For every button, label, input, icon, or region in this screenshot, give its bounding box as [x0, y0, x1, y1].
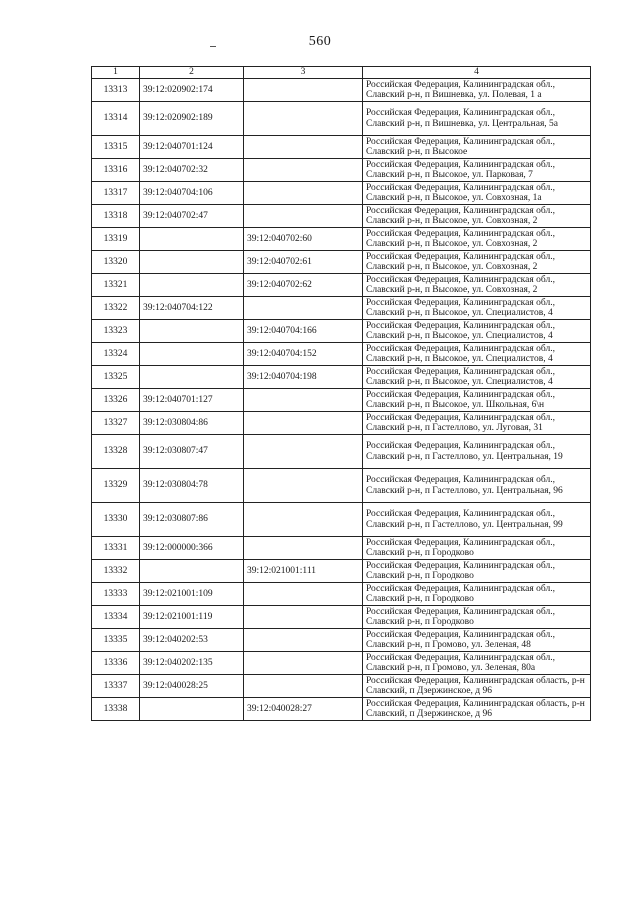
page-number: 560: [308, 34, 332, 49]
address-cell: Российская Федерация, Калининградская обл., Славский р-н, п Высокое: [363, 136, 591, 159]
cadastral-number-cell: [140, 251, 244, 274]
address-cell: Российская Федерация, Калининградская обл., Славский р-н, п Высокое, ул. Школьная, 6\н: [363, 389, 591, 412]
related-cadastral-number-cell: [244, 629, 363, 652]
cadastral-number-cell: [140, 320, 244, 343]
address-cell: Российская Федерация, Калининградская область, р-н Славский, п Дзержинское, д 96: [363, 698, 591, 721]
cadastral-number-cell: [140, 228, 244, 251]
table-row: [92, 412, 591, 435]
address-cell: Российская Федерация, Калининградская обл., Славский р-н, п Высокое, ул. Парковая, 7: [363, 159, 591, 182]
row-number-cell: 13314: [92, 102, 140, 136]
cadastral-number-cell: 39:12:040202:53: [140, 629, 244, 652]
scan-mark: [210, 46, 216, 47]
column-number-row: [92, 67, 591, 79]
cadastral-number-cell: [140, 274, 244, 297]
address-cell: Российская Федерация, Калининградская обл., Славский р-н, п Городково: [363, 583, 591, 606]
row-number-cell: 13328: [92, 435, 140, 469]
column-header-4: 4: [363, 67, 591, 79]
table-row: [92, 698, 591, 721]
related-cadastral-number-cell: 39:12:040702:62: [244, 274, 363, 297]
address-cell: Российская Федерация, Калининградская обл., Славский р-н, п Гастеллово, ул. Центральная, 96: [363, 469, 591, 503]
address-cell: Российская Федерация, Калининградская обл., Славский р-н, п Гастеллово, ул. Центральная, 19: [363, 435, 591, 469]
row-number-cell: 13317: [92, 182, 140, 205]
column-header-1: 1: [92, 67, 140, 79]
address-cell: Российская Федерация, Калининградская обл., Славский р-н, п Высокое, ул. Специалистов, 4: [363, 366, 591, 389]
row-number-cell: 13336: [92, 652, 140, 675]
row-number-cell: 13330: [92, 503, 140, 537]
cadastral-number-cell: [140, 343, 244, 366]
address-cell: Российская Федерация, Калининградская обл., Славский р-н, п Городково: [363, 537, 591, 560]
address-cell: Российская Федерация, Калининградская обл., Славский р-н, п Высокое, ул. Совхозная, 2: [363, 274, 591, 297]
cadastral-number-cell: 39:12:030807:86: [140, 503, 244, 537]
table-row: [92, 102, 591, 136]
cadastral-registry-table: [91, 66, 591, 721]
address-cell: Российская Федерация, Калининградская обл., Славский р-н, п Высокое, ул. Совхозная, 2: [363, 205, 591, 228]
related-cadastral-number-cell: [244, 159, 363, 182]
related-cadastral-number-cell: [244, 675, 363, 698]
related-cadastral-number-cell: [244, 583, 363, 606]
table-row: [92, 159, 591, 182]
row-number-cell: 13315: [92, 136, 140, 159]
cadastral-number-cell: 39:12:040028:25: [140, 675, 244, 698]
cadastral-number-cell: 39:12:040702:47: [140, 205, 244, 228]
row-number-cell: 13323: [92, 320, 140, 343]
row-number-cell: 13333: [92, 583, 140, 606]
address-cell: Российская Федерация, Калининградская область, р-н Славский, п Дзержинское, д 96: [363, 675, 591, 698]
row-number-cell: 13335: [92, 629, 140, 652]
table-row: [92, 136, 591, 159]
cadastral-number-cell: [140, 560, 244, 583]
address-cell: Российская Федерация, Калининградская обл., Славский р-н, п Громово, ул. Зеленая, 48: [363, 629, 591, 652]
related-cadastral-number-cell: [244, 389, 363, 412]
related-cadastral-number-cell: [244, 652, 363, 675]
table-row: [92, 228, 591, 251]
address-cell: Российская Федерация, Калининградская обл., Славский р-н, п Высокое, ул. Совхозная, 2: [363, 228, 591, 251]
related-cadastral-number-cell: [244, 412, 363, 435]
row-number-cell: 13324: [92, 343, 140, 366]
cadastral-number-cell: 39:12:040701:127: [140, 389, 244, 412]
address-cell: Российская Федерация, Калининградская обл., Славский р-н, п Высокое, ул. Совхозная, 1а: [363, 182, 591, 205]
row-number-cell: 13334: [92, 606, 140, 629]
table-row: [92, 560, 591, 583]
table-row: [92, 675, 591, 698]
related-cadastral-number-cell: 39:12:040704:152: [244, 343, 363, 366]
address-cell: Российская Федерация, Калининградская обл., Славский р-н, п Высокое, ул. Специалистов, 4: [363, 320, 591, 343]
related-cadastral-number-cell: [244, 205, 363, 228]
table-row: [92, 629, 591, 652]
table-row: [92, 583, 591, 606]
table-row: [92, 79, 591, 102]
cadastral-number-cell: 39:12:040702:32: [140, 159, 244, 182]
related-cadastral-number-cell: [244, 469, 363, 503]
row-number-cell: 13320: [92, 251, 140, 274]
address-cell: Российская Федерация, Калининградская обл., Славский р-н, п Городково: [363, 606, 591, 629]
address-cell: Российская Федерация, Калининградская обл., Славский р-н, п Высокое, ул. Специалистов, 4: [363, 343, 591, 366]
cadastral-number-cell: 39:12:020902:174: [140, 79, 244, 102]
related-cadastral-number-cell: 39:12:021001:111: [244, 560, 363, 583]
related-cadastral-number-cell: [244, 435, 363, 469]
row-number-cell: 13316: [92, 159, 140, 182]
cadastral-number-cell: 39:12:040704:122: [140, 297, 244, 320]
address-cell: Российская Федерация, Калининградская обл., Славский р-н, п Гастеллово, ул. Луговая, 31: [363, 412, 591, 435]
cadastral-number-cell: 39:12:021001:119: [140, 606, 244, 629]
row-number-cell: 13321: [92, 274, 140, 297]
address-cell: Российская Федерация, Калининградская обл., Славский р-н, п Громово, ул. Зеленая, 80а: [363, 652, 591, 675]
row-number-cell: 13326: [92, 389, 140, 412]
row-number-cell: 13318: [92, 205, 140, 228]
row-number-cell: 13325: [92, 366, 140, 389]
table-row: [92, 320, 591, 343]
table-row: [92, 389, 591, 412]
table-row: [92, 274, 591, 297]
address-cell: Российская Федерация, Калининградская обл., Славский р-н, п Городково: [363, 560, 591, 583]
row-number-cell: 13337: [92, 675, 140, 698]
cadastral-number-cell: 39:12:000000:366: [140, 537, 244, 560]
address-cell: Российская Федерация, Калининградская обл., Славский р-н, п Высокое, ул. Специалистов, 4: [363, 297, 591, 320]
table-row: [92, 537, 591, 560]
cadastral-number-cell: 39:12:021001:109: [140, 583, 244, 606]
cadastral-number-cell: 39:12:020902:189: [140, 102, 244, 136]
table-row: [92, 469, 591, 503]
related-cadastral-number-cell: [244, 182, 363, 205]
related-cadastral-number-cell: [244, 503, 363, 537]
table-row: [92, 343, 591, 366]
table-row: [92, 503, 591, 537]
related-cadastral-number-cell: 39:12:040028:27: [244, 698, 363, 721]
row-number-cell: 13332: [92, 560, 140, 583]
related-cadastral-number-cell: [244, 606, 363, 629]
related-cadastral-number-cell: 39:12:040704:198: [244, 366, 363, 389]
column-header-2: 2: [140, 67, 244, 79]
table-row: [92, 182, 591, 205]
related-cadastral-number-cell: [244, 102, 363, 136]
row-number-cell: 13319: [92, 228, 140, 251]
cadastral-number-cell: 39:12:040701:124: [140, 136, 244, 159]
cadastral-number-cell: 39:12:040704:106: [140, 182, 244, 205]
address-cell: Российская Федерация, Калининградская обл., Славский р-н, п Вишневка, ул. Центральная, 5а: [363, 102, 591, 136]
related-cadastral-number-cell: [244, 136, 363, 159]
row-number-cell: 13327: [92, 412, 140, 435]
cadastral-number-cell: [140, 698, 244, 721]
column-header-3: 3: [244, 67, 363, 79]
address-cell: Российская Федерация, Калининградская обл., Славский р-н, п Высокое, ул. Совхозная, 2: [363, 251, 591, 274]
related-cadastral-number-cell: 39:12:040702:61: [244, 251, 363, 274]
table-row: [92, 435, 591, 469]
address-cell: Российская Федерация, Калининградская обл., Славский р-н, п Гастеллово, ул. Центральная, 99: [363, 503, 591, 537]
table-row: [92, 251, 591, 274]
cadastral-number-cell: 39:12:030807:47: [140, 435, 244, 469]
table-row: [92, 606, 591, 629]
row-number-cell: 13322: [92, 297, 140, 320]
cadastral-number-cell: 39:12:030804:86: [140, 412, 244, 435]
related-cadastral-number-cell: 39:12:040704:166: [244, 320, 363, 343]
related-cadastral-number-cell: [244, 537, 363, 560]
row-number-cell: 13338: [92, 698, 140, 721]
row-number-cell: 13313: [92, 79, 140, 102]
table-row: [92, 652, 591, 675]
table-row: [92, 366, 591, 389]
table-row: [92, 205, 591, 228]
cadastral-number-cell: 39:12:030804:78: [140, 469, 244, 503]
row-number-cell: 13329: [92, 469, 140, 503]
cadastral-number-cell: 39:12:040202:135: [140, 652, 244, 675]
table-row: [92, 297, 591, 320]
related-cadastral-number-cell: [244, 297, 363, 320]
related-cadastral-number-cell: 39:12:040702:60: [244, 228, 363, 251]
cadastral-number-cell: [140, 366, 244, 389]
related-cadastral-number-cell: [244, 79, 363, 102]
row-number-cell: 13331: [92, 537, 140, 560]
address-cell: Российская Федерация, Калининградская обл., Славский р-н, п Вишневка, ул. Полевая, 1 а: [363, 79, 591, 102]
